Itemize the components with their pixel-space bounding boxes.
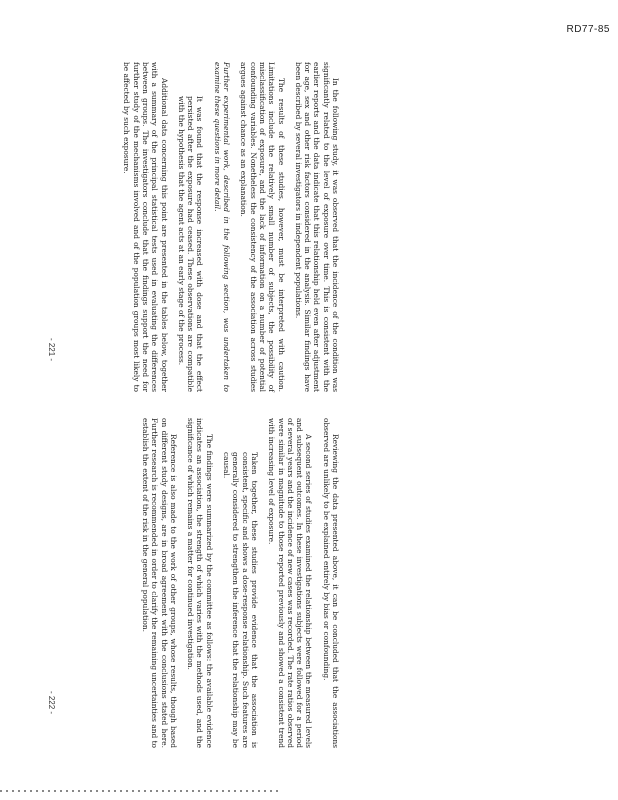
page-number-lower: - 222 - [47,690,57,715]
text-column-lower [140,418,340,748]
quoted-paragraph: It was found that the response increased with dose and that the effect persisted after the exposure had ceased. These observations are compatible with the hypothesis that the agent acts at an early stage of the process. [176,96,205,392]
paragraph: The findings were summarized by the committee as follows: the available evidence indicates an association, the strength of which varies with the methods used, and the significance of which remains a matter for continued investigation. [186,418,214,748]
text-column-upper [122,62,340,392]
quoted-paragraph: Taken together, these studies provide evidence that the association is consistent, specific and shows a dose-response relationship. Such features are generally considered to strengthen the inference that the relationship may be causal. [222,452,259,748]
paragraph: A second series of studies examined the relationship between the measured levels and subsequent outcomes. In these investigations subjects were followed for a period of several years and the incidence of new cases was recorded. The rate ratios observed were similar in magnitude to those reported previously and showed a consistent trend with increasing level of exposure. [267,418,314,748]
paragraph: Reviewing the data presented above, it can be concluded that the associations observed are unlikely to be explained entirely by bias or confounding. [321,418,340,748]
scan-edge-artifact [0,790,280,792]
paragraph: In the following study, it was observed that the incidence of the condition was significantly related to the level of exposure over time. This is consistent with the earlier reports and the data indicate that this relationship held even after adjustment for age, sex and other risk factors considered in the analysis. Similar findings have been described by several investigators in independent populations. [293,62,340,392]
document-id: RD77-85 [566,24,610,35]
paragraph: Additional data concerning this point are presented in the tables below, together with a summary of the principal statistical tests used in evaluating the differences between groups. The investigators conclude that the findings support the need for further study of the mechanisms involved and of the population groups most likely to be affected by such exposure. [122,62,169,392]
paragraph: Reference is also made to the work of other groups, whose results, though based on different study designs, are in broad agreement with the conclusions stated here. Further research is recommended in order to clarify the remaining uncertainties and to establish the extent of the risk in the general population. [140,418,178,748]
paragraph: Further experimental work, described in the following section, was undertaken to examine these questions in more detail. [212,62,232,392]
page-number-upper: - 221 - [47,337,57,362]
paragraph: The results of these studies, however, must be interpreted with caution. Limitations include the relatively small number of subjects, the possibility of misclassification of exposure, and the lack of information on a number of potential confounding variables. Nonetheless the consistency of the association across studies argues against chance as an explanation. [239,62,286,392]
